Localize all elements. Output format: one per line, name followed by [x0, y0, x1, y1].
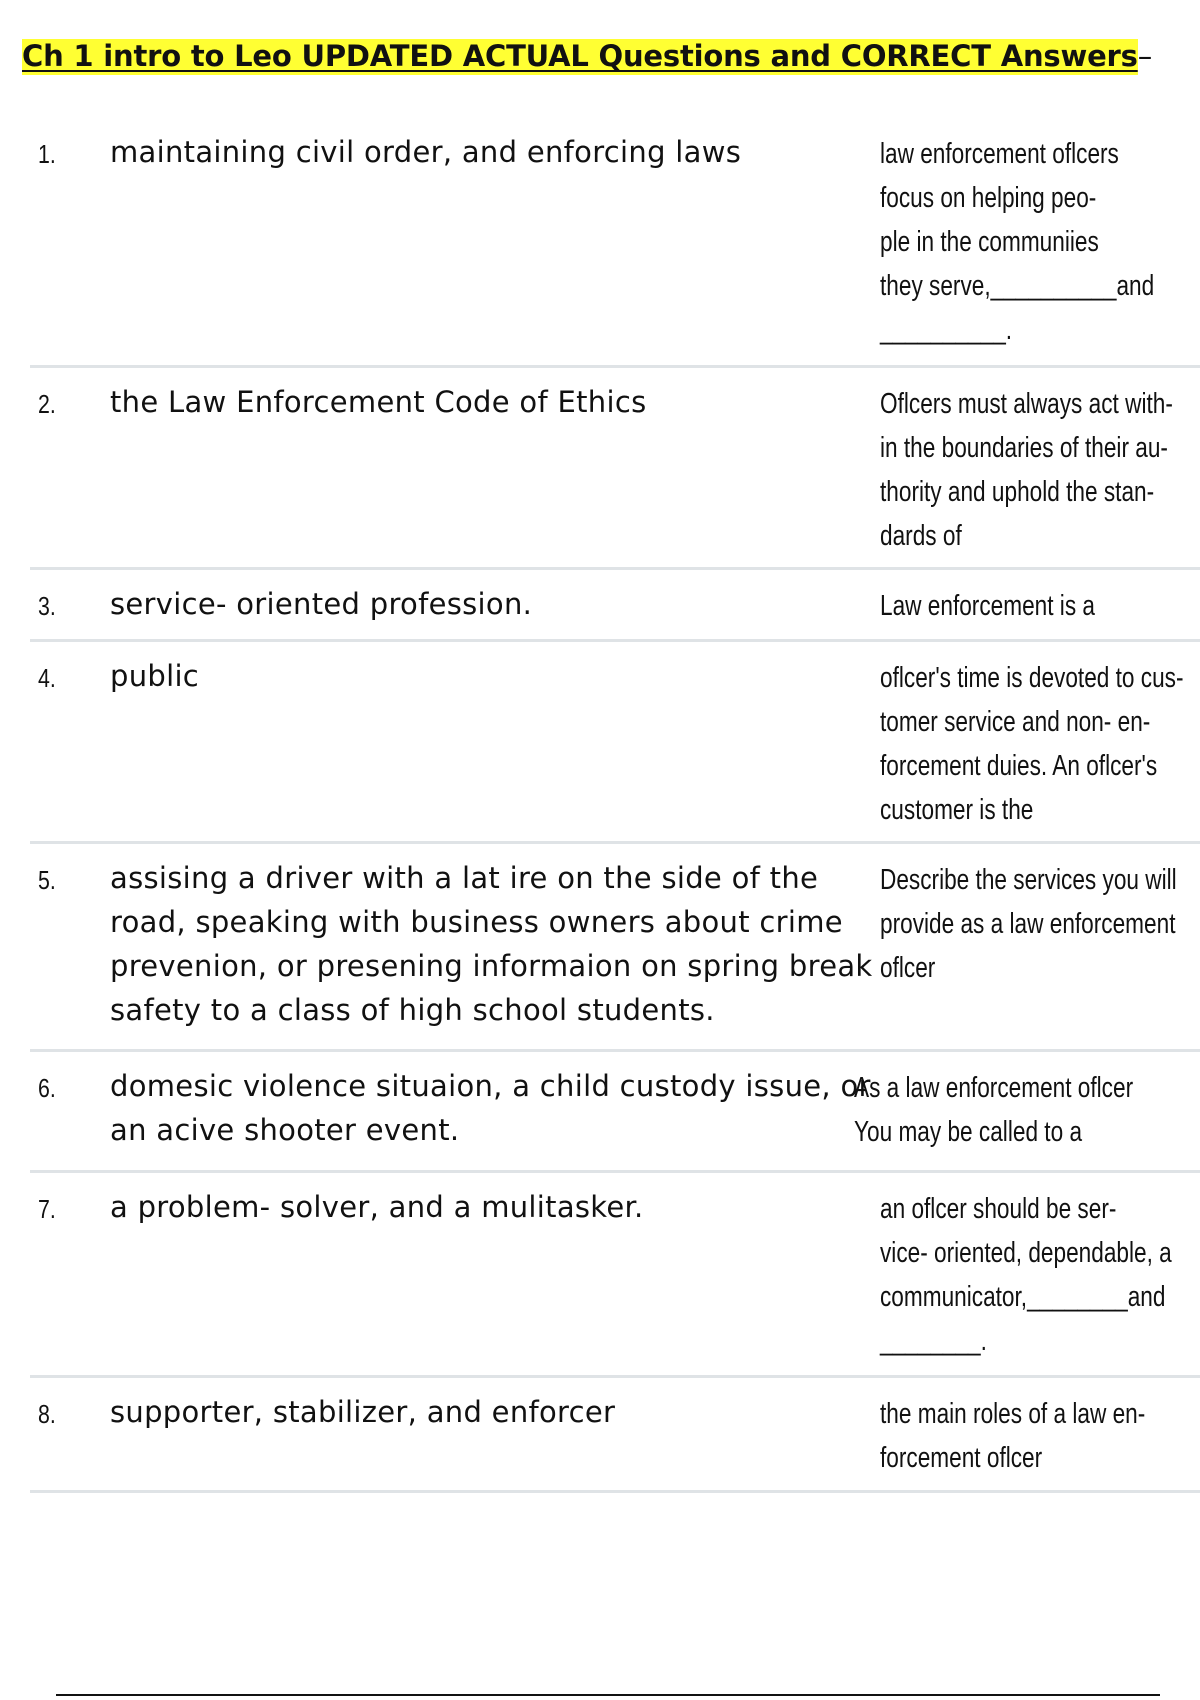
document-title-text: Ch 1 intro to Leo UPDATED ACTUAL Questions and CORRECT Answers	[22, 39, 1138, 73]
question-text: oflcer's time is devoted to cus- tomer service and non- en- forcement duies. An oflcer's customer is the	[880, 662, 1184, 826]
item-number: 6.	[38, 1073, 56, 1103]
qa-row-6	[30, 1052, 1200, 1173]
question-text: Oflcers must always act with- in the boundaries of their au- thority and uphold the stan- dards of	[880, 388, 1173, 552]
question-text: an oflcer should be ser- vice- oriented, dependable, a communicator,________and ________.	[880, 1193, 1172, 1357]
answer-text: service- oriented profession.	[110, 587, 533, 621]
qa-row-1	[30, 118, 1200, 368]
document-title	[22, 36, 1180, 76]
item-number: 5.	[38, 865, 56, 895]
qa-row-7	[30, 1173, 1200, 1378]
item-number: 4.	[38, 663, 56, 693]
qa-row-2	[30, 368, 1200, 570]
answer-text: domesic violence situaion, a child custody issue, or an acive shooter event.	[110, 1069, 871, 1147]
item-number: 3.	[38, 591, 56, 621]
question-text: Law enforcement is a	[880, 590, 1096, 622]
qa-table	[30, 118, 1200, 1493]
answer-text: maintaining civil order, and enforcing laws	[110, 135, 742, 169]
answer-text: public	[110, 659, 200, 693]
question-text: Describe the services you will provide as a law enforcement oflcer	[880, 864, 1177, 984]
qa-row-5	[30, 844, 1200, 1052]
qa-row-8	[30, 1378, 1200, 1493]
answer-text: the Law Enforcement Code of Ethics	[110, 385, 647, 419]
item-number: 7.	[38, 1194, 56, 1224]
answer-text: supporter, stabilizer, and enforcer	[110, 1395, 616, 1429]
item-number: 8.	[38, 1399, 56, 1429]
answer-text: a problem- solver, and a mulitasker.	[110, 1190, 644, 1224]
question-text: the main roles of a law en- forcement oflcer	[880, 1398, 1146, 1474]
qa-row-3	[30, 570, 1200, 642]
bottom-divider	[56, 1694, 1160, 1696]
item-number: 2.	[38, 389, 56, 419]
qa-row-4	[30, 642, 1200, 844]
document-title-dash: –	[1137, 39, 1153, 73]
item-number: 1.	[38, 139, 56, 169]
question-text: As a law enforcement oflcer You may be called to a	[854, 1072, 1134, 1148]
answer-text: assising a driver with a lat ire on the side of the road, speaking with business owners about crime prevenion, or presening informaion on spring break safety to a class of high school students.	[110, 861, 873, 1027]
question-text: law enforcement oflcers focus on helping peo- ple in the communiies they serve,__________and __________.	[880, 138, 1155, 346]
